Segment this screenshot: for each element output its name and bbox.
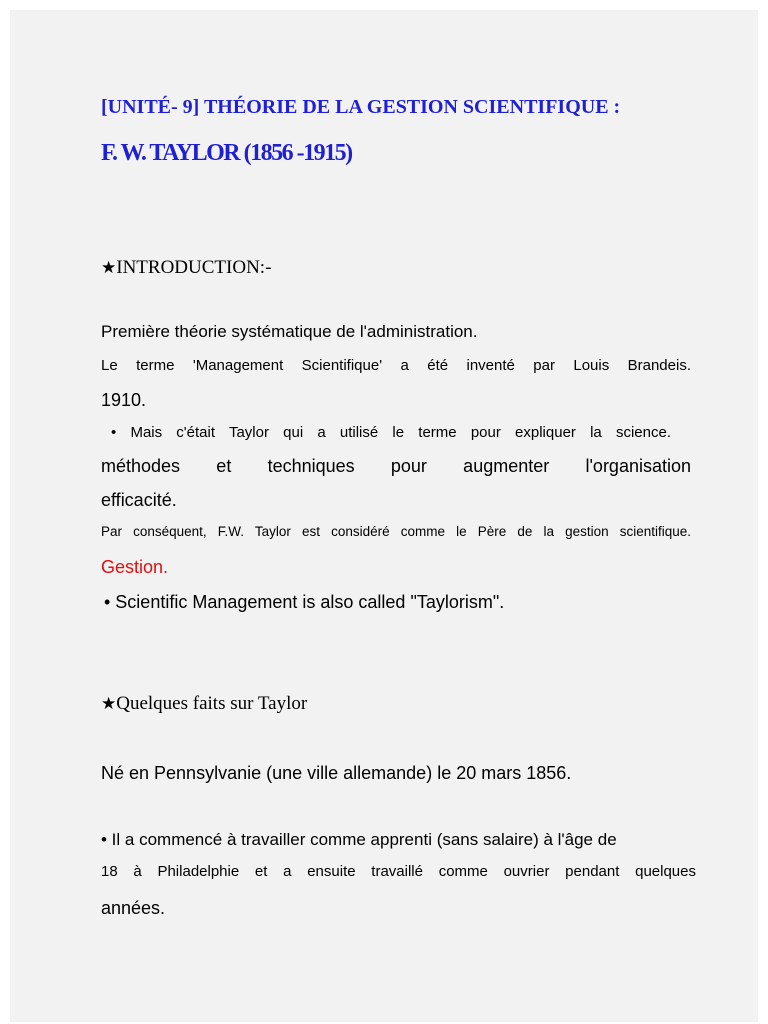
introduction-heading-text: INTRODUCTION:- xyxy=(116,257,272,278)
intro-line-1: Première théorie systématique de l'administration. xyxy=(101,322,478,341)
document-title: [UNITÉ- 9] THÉORIE DE LA GESTION SCIENTIFIQUE : xyxy=(101,96,621,118)
facts-heading-text: Quelques faits sur Taylor xyxy=(116,693,308,714)
intro-line-2: Le terme 'Management Scientifique' a été inventé par Louis Brandeis. xyxy=(101,357,691,374)
intro-line-8: Gestion. xyxy=(101,557,169,577)
document-subtitle: F. W. TAYLOR (1856 -1915) xyxy=(101,140,352,166)
facts-line-2: • Il a commencé à travailler comme apprenti (sans salaire) à l'âge de xyxy=(101,830,617,849)
introduction-heading xyxy=(101,257,271,279)
intro-line-6: efficacité. xyxy=(101,490,177,510)
intro-line-3: 1910. xyxy=(101,390,147,410)
intro-line-5: méthodes et techniques pour augmenter l'organisation xyxy=(101,456,691,476)
facts-heading xyxy=(101,693,307,715)
intro-line-7: Par conséquent, F.W. Taylor est considéré comme le Père de la gestion scientifique. xyxy=(101,524,691,539)
star-icon: ★ xyxy=(101,694,117,714)
facts-line-1: Né en Pennsylvanie (une ville allemande) le 20 mars 1856. xyxy=(101,763,572,783)
intro-line-9: • Scientific Management is also called "Taylorism". xyxy=(104,592,505,612)
facts-line-4: années. xyxy=(101,898,166,918)
document-page xyxy=(10,10,758,1022)
star-icon: ★ xyxy=(101,258,117,278)
facts-line-3: 18 à Philadelphie et a ensuite travaillé comme ouvrier pendant quelques xyxy=(101,863,696,880)
intro-line-4: • Mais c'était Taylor qui a utilisé le terme pour expliquer la science. xyxy=(111,424,671,441)
